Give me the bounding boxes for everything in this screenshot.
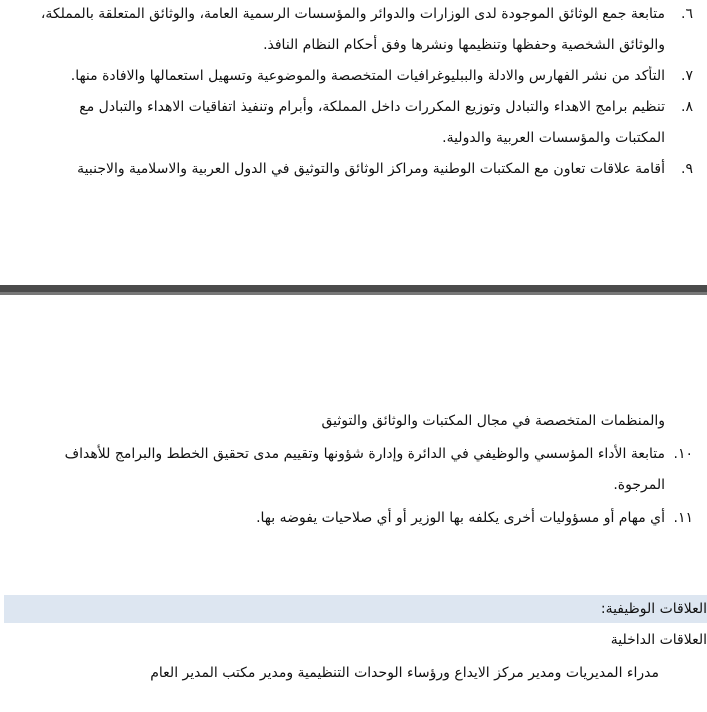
list-item-number: ٦. — [681, 6, 693, 22]
list-item-number: ٩. — [681, 161, 693, 177]
section-header-band — [4, 595, 707, 623]
list-item-number: ٨. — [681, 99, 693, 115]
list-item-6-line-2: والوثائق الشخصية وحفظها وتنظيمها ونشرها وفق أحكام النظام النافذ. — [263, 37, 665, 53]
list-item-8-line-1: ٨.تنظيم برامج الاهداء والتبادل وتوزيع المكررات داخل المملكة، وأبرام وتنفيذ اتفاقيات الاهداء والتبادل مع — [79, 99, 693, 115]
page-separator — [0, 285, 707, 295]
internal-relations-text: مدراء المديريات ومدير مركز الايداع ورؤساء الوحدات التنظيمية ومدير مكتب المدير العام — [150, 665, 659, 681]
list-item-7-line-1: ٧.التأكد من نشر الفهارس والادلة والببليوغرافيات المتخصصة والموضوعية وتسهيل استعمالها والافادة منها. — [70, 68, 693, 84]
list-item-10-line-2: المرجوة. — [613, 477, 665, 493]
list-item-10-line-1: ١٠.متابعة الأداء المؤسسي والوظيفي في الدائرة وإدارة شؤونها وتقييم مدى تحقيق الخطط والبرامج للأهداف — [64, 446, 693, 462]
list-item-6-line-1: ٦.متابعة جمع الوثائق الموجودة لدى الوزارات والدوائر والمؤسسات الرسمية العامة، والوثائق المتعلقة بالمملكة، — [40, 6, 693, 22]
section-title: العلاقات الوظيفية: — [600, 601, 707, 617]
document-page-top — [0, 0, 707, 285]
document-page-bottom — [0, 295, 707, 712]
list-item-8-line-2: المكتبات والمؤسسات العربية والدولية. — [442, 130, 665, 146]
list-item-9-line-1: ٩.أقامة علاقات تعاون مع المكتبات الوطنية ومراكز الوثائق والتوثيق في الدول العربية والاسلامية والاجنبية — [77, 161, 693, 177]
list-item-11-line-1: ١١.أي مهام أو مسؤوليات أخرى يكلفه بها الوزير أو أي صلاحيات يفوضه بها. — [256, 510, 693, 526]
subsection-title: العلاقات الداخلية — [610, 632, 707, 648]
list-item-number: ١١. — [673, 510, 693, 526]
list-item-number: ١٠. — [673, 446, 693, 462]
list-item-9-continuation: والمنظمات المتخصصة في مجال المكتبات والوثائق والتوثيق — [321, 413, 665, 429]
list-item-number: ٧. — [681, 68, 693, 84]
